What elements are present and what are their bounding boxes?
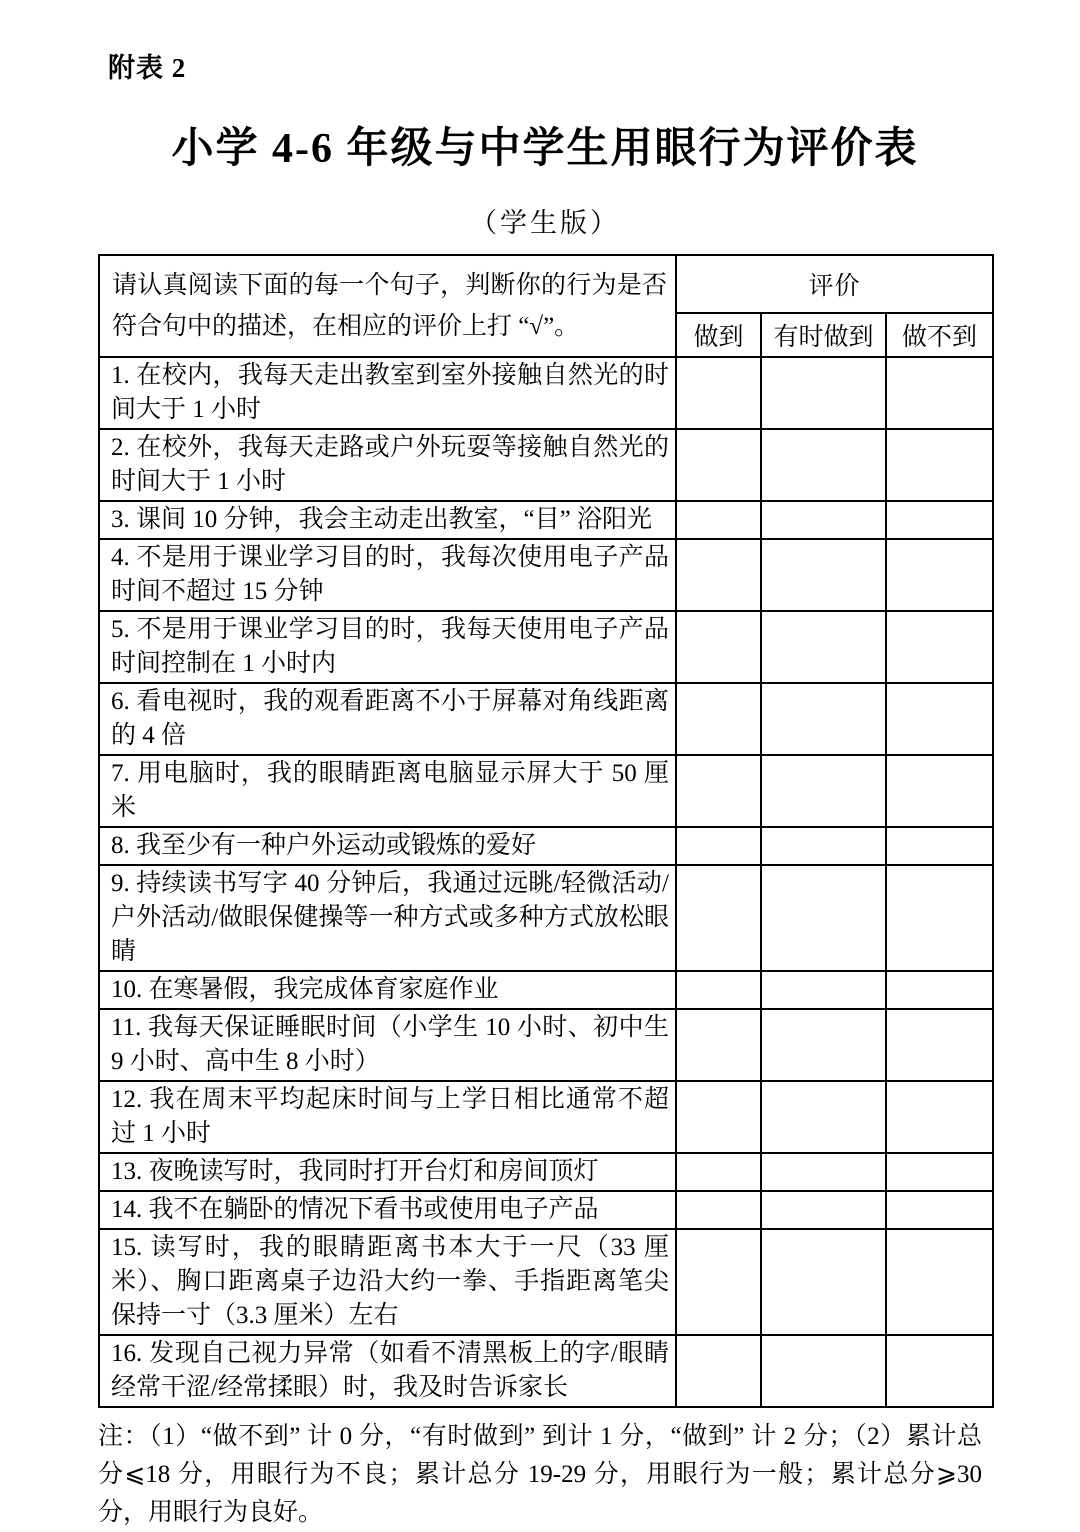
statement-cell: 8. 我至少有一种户外运动或锻炼的爱好 <box>99 827 676 865</box>
answer-cell-done[interactable] <box>676 683 761 755</box>
statement-cell: 11. 我每天保证睡眠时间（小学生 10 小时、初中生 9 小时、高中生 8 小时） <box>99 1009 676 1081</box>
statement-cell: 16. 发现自己视力异常（如看不清黑板上的字/眼睛经常干涩/经常揉眼）时，我及时告诉家长 <box>99 1335 676 1407</box>
table-row <box>99 827 993 865</box>
statement-cell: 14. 我不在躺卧的情况下看书或使用电子产品 <box>99 1191 676 1229</box>
answer-cell-cannot[interactable] <box>886 827 993 865</box>
table-row <box>99 1191 993 1229</box>
answer-cell-sometimes[interactable] <box>761 1191 886 1229</box>
answer-cell-done[interactable] <box>676 429 761 501</box>
page-subtitle: （学生版） <box>470 208 620 238</box>
answer-cell-done[interactable] <box>676 1335 761 1407</box>
evaluation-table <box>98 254 994 1408</box>
answer-cell-cannot[interactable] <box>886 1229 993 1335</box>
answer-cell-cannot[interactable] <box>886 865 993 971</box>
table-row <box>99 501 993 539</box>
column-header-cannot: 做不到 <box>886 313 993 357</box>
statement-cell: 15. 读写时，我的眼睛距离书本大于一尺（33 厘米）、胸口距离桌子边沿大约一拳、手指距离笔尖保持一寸（3.3 厘米）左右 <box>99 1229 676 1335</box>
document-page <box>98 0 992 1532</box>
answer-cell-done[interactable] <box>676 971 761 1009</box>
answer-cell-sometimes[interactable] <box>761 865 886 971</box>
answer-cell-done[interactable] <box>676 827 761 865</box>
answer-cell-sometimes[interactable] <box>761 827 886 865</box>
answer-cell-done[interactable] <box>676 865 761 971</box>
answer-cell-cannot[interactable] <box>886 429 993 501</box>
answer-cell-sometimes[interactable] <box>761 755 886 827</box>
answer-cell-sometimes[interactable] <box>761 539 886 611</box>
scoring-note: 注：（1）“做不到” 计 0 分，“有时做到” 到计 1 分，“做到” 计 2 分；（2）累计总分⩽18 分，用眼行为不良；累计总分 19-29 分，用眼行为一般；累计总分⩾30 分，用眼行为良好。 <box>98 1423 982 1526</box>
answer-cell-cannot[interactable] <box>886 539 993 611</box>
answer-cell-sometimes[interactable] <box>761 429 886 501</box>
answer-cell-cannot[interactable] <box>886 1153 993 1191</box>
evaluation-header-cell: 评价 <box>676 255 993 313</box>
answer-cell-sometimes[interactable] <box>761 971 886 1009</box>
table-row <box>99 971 993 1009</box>
answer-cell-cannot[interactable] <box>886 1191 993 1229</box>
table-row <box>99 1153 993 1191</box>
answer-cell-done[interactable] <box>676 755 761 827</box>
table-row <box>99 683 993 755</box>
table-row <box>99 865 993 971</box>
answer-cell-sometimes[interactable] <box>761 1081 886 1153</box>
table-row <box>99 357 993 429</box>
statement-cell: 1. 在校内，我每天走出教室到室外接触自然光的时间大于 1 小时 <box>99 357 676 429</box>
statements-body <box>99 357 993 1407</box>
answer-cell-sometimes[interactable] <box>761 683 886 755</box>
table-row <box>99 1081 993 1153</box>
statement-cell: 2. 在校外，我每天走路或户外玩耍等接触自然光的时间大于 1 小时 <box>99 429 676 501</box>
answer-cell-done[interactable] <box>676 357 761 429</box>
table-header <box>99 255 993 357</box>
table-row <box>99 1229 993 1335</box>
answer-cell-cannot[interactable] <box>886 357 993 429</box>
column-header-sometimes: 有时做到 <box>761 313 886 357</box>
answer-cell-sometimes[interactable] <box>761 1229 886 1335</box>
answer-cell-cannot[interactable] <box>886 501 993 539</box>
table-row <box>99 429 993 501</box>
answer-cell-sometimes[interactable] <box>761 1009 886 1081</box>
appendix-label: 附表 2 <box>108 53 187 83</box>
answer-cell-sometimes[interactable] <box>761 611 886 683</box>
table-row <box>99 1009 993 1081</box>
statement-cell: 5. 不是用于课业学习目的时，我每天使用电子产品时间控制在 1 小时内 <box>99 611 676 683</box>
statement-cell: 10. 在寒暑假，我完成体育家庭作业 <box>99 971 676 1009</box>
table-row <box>99 755 993 827</box>
page-title: 小学 4-6 年级与中学生用眼行为评价表 <box>171 126 919 172</box>
table-row <box>99 611 993 683</box>
table-row <box>99 539 993 611</box>
answer-cell-done[interactable] <box>676 1009 761 1081</box>
answer-cell-done[interactable] <box>676 1229 761 1335</box>
answer-cell-done[interactable] <box>676 501 761 539</box>
statement-cell: 4. 不是用于课业学习目的时，我每次使用电子产品时间不超过 15 分钟 <box>99 539 676 611</box>
statement-cell: 9. 持续读书写字 40 分钟后，我通过远眺/轻微活动/户外活动/做眼保健操等一种方式或多种方式放松眼睛 <box>99 865 676 971</box>
answer-cell-cannot[interactable] <box>886 1081 993 1153</box>
statement-cell: 13. 夜晚读写时，我同时打开台灯和房间顶灯 <box>99 1153 676 1191</box>
answer-cell-cannot[interactable] <box>886 683 993 755</box>
answer-cell-done[interactable] <box>676 1081 761 1153</box>
answer-cell-done[interactable] <box>676 1191 761 1229</box>
statement-cell: 3. 课间 10 分钟，我会主动走出教室，“目” 浴阳光 <box>99 501 676 539</box>
instructions-cell: 请认真阅读下面的每一个句子，判断你的行为是否符合句中的描述，在相应的评价上打 “√”。 <box>99 255 676 357</box>
answer-cell-sometimes[interactable] <box>761 501 886 539</box>
statement-cell: 7. 用电脑时，我的眼睛距离电脑显示屏大于 50 厘米 <box>99 755 676 827</box>
answer-cell-cannot[interactable] <box>886 1009 993 1081</box>
answer-cell-sometimes[interactable] <box>761 1335 886 1407</box>
statement-cell: 12. 我在周末平均起床时间与上学日相比通常不超过 1 小时 <box>99 1081 676 1153</box>
answer-cell-done[interactable] <box>676 611 761 683</box>
statement-cell: 6. 看电视时，我的观看距离不小于屏幕对角线距离的 4 倍 <box>99 683 676 755</box>
column-header-done: 做到 <box>676 313 761 357</box>
answer-cell-done[interactable] <box>676 1153 761 1191</box>
answer-cell-sometimes[interactable] <box>761 1153 886 1191</box>
answer-cell-sometimes[interactable] <box>761 357 886 429</box>
answer-cell-cannot[interactable] <box>886 971 993 1009</box>
answer-cell-cannot[interactable] <box>886 1335 993 1407</box>
header-row-top <box>99 255 993 313</box>
answer-cell-done[interactable] <box>676 539 761 611</box>
table-row <box>99 1335 993 1407</box>
answer-cell-cannot[interactable] <box>886 611 993 683</box>
answer-cell-cannot[interactable] <box>886 755 993 827</box>
